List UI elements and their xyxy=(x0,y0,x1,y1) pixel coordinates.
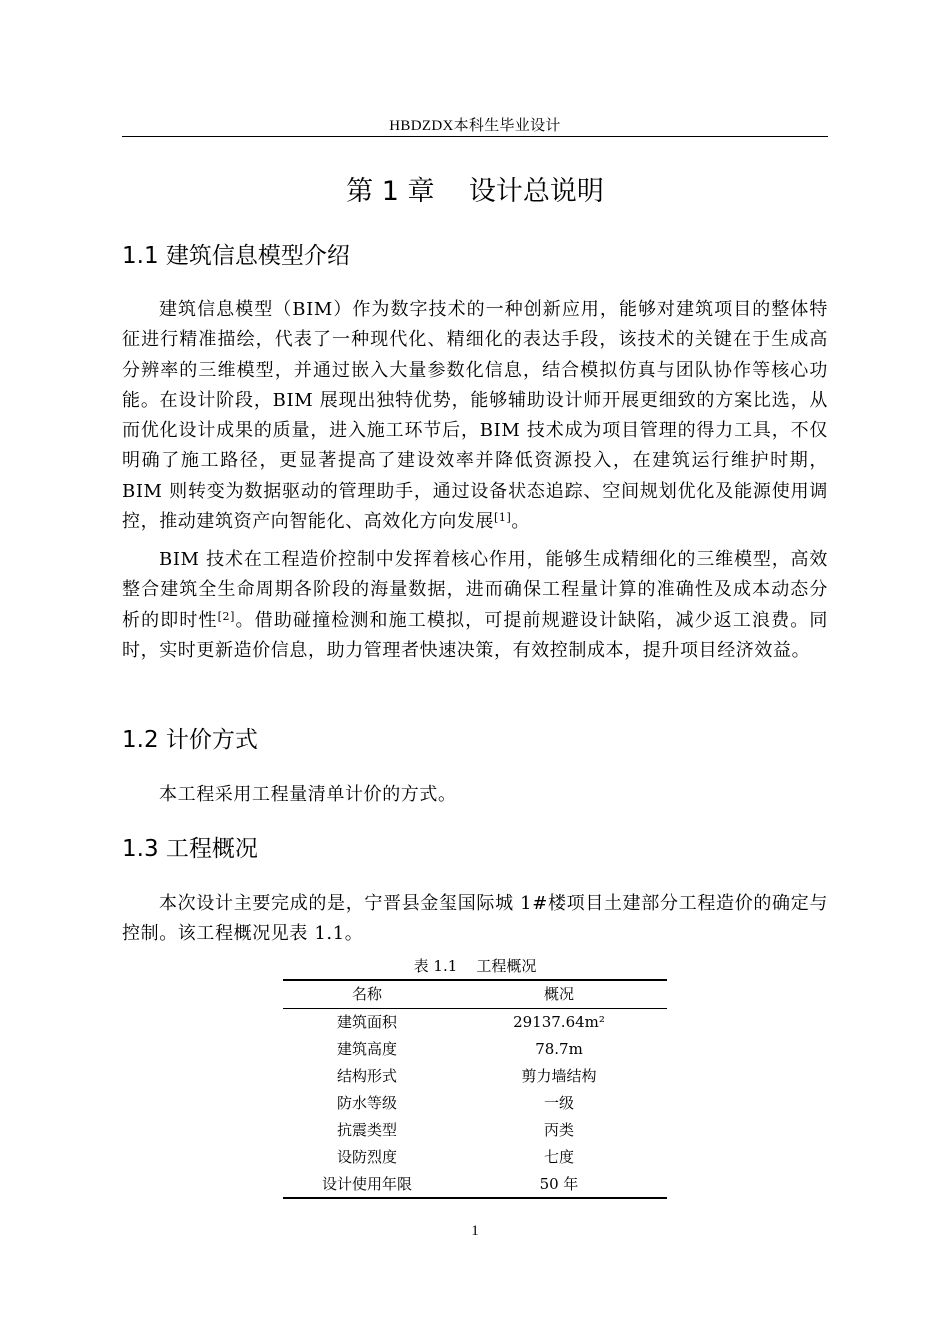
table-header-overview: 概况 xyxy=(543,985,574,1004)
citation-2: [2] xyxy=(217,609,236,623)
table-cell-value: 29137.64m² xyxy=(513,1013,605,1032)
table-cell-value: 78.7m xyxy=(535,1040,583,1059)
section-heading-1-3: 1.3 工程概况 xyxy=(122,836,258,862)
table-caption: 表 1.1 工程概况 xyxy=(413,957,537,975)
table-row xyxy=(283,1008,667,1035)
table-cell-value: 七度 xyxy=(543,1147,574,1166)
paragraph-bim-intro: 建筑信息模型（BIM）作为数字技术的一种创新应用，能够对建筑项目的整体特征进行精准描绘，代表了一种现代化、精细化的表达手段，该技术的关键在于生成高分辨率的三维模型，并通过嵌入大量参数化信息，结合模拟仿真与团队协作等核心功能。在设计阶段，BIM 展现出独特优势，能够辅助设计师开展更细致的方案比选，从而优化设计成果的质量，进入施工环节后，BIM 技术成为项目管理的得力工具，不仅明确了施工路径，更显著提高了建设效率并降低资源投入，在建筑运行维护时期，BIM 则转变为数据驱动的管理助手，通过设备状态追踪、空间规划优化及能源使用调控，推动建筑资产向智能化、高效化方向发展[1]。 xyxy=(122,299,828,533)
table-cell-label: 建筑面积 xyxy=(336,1013,397,1032)
table-header-row xyxy=(283,980,667,1008)
table-cell-value: 剪力墙结构 xyxy=(521,1067,597,1086)
table-cell-label: 设计使用年限 xyxy=(321,1174,412,1193)
table-cell-label: 结构形式 xyxy=(336,1067,397,1086)
section-heading-1-1: 1.1 建筑信息模型介绍 xyxy=(122,243,350,269)
paragraph-bim-cost: BIM 技术在工程造价控制中发挥着核心作用，能够生成精细化的三维模型，高效整合建筑全生命周期各阶段的海量数据，进而确保工程量计算的准确性及成本动态分析的即时性[2]。借助碰撞检测和施工模拟，可提前规避设计缺陷，减少返工浪费。同时，实时更新造价信息，助力管理者快速决策，有效控制成本，提升项目经济效益。 xyxy=(122,549,828,661)
table-row xyxy=(283,1170,667,1198)
table-cell-label: 抗震类型 xyxy=(336,1120,397,1139)
table-cell-value: 50 年 xyxy=(539,1174,579,1193)
paragraph-overview: 本次设计主要完成的是，宁晋县金玺国际城 1#楼项目土建部分工程造价的确定与控制。该工程概况见表 1.1。 xyxy=(122,893,828,945)
table-cell-value: 一级 xyxy=(543,1094,574,1112)
table-row xyxy=(283,1143,667,1170)
table-header-name: 名称 xyxy=(351,985,382,1004)
header-rule xyxy=(122,136,828,137)
table-row xyxy=(283,1063,667,1090)
paragraph-pricing: 本工程采用工程量清单计价的方式。 xyxy=(159,784,457,805)
overview-table xyxy=(283,979,667,1199)
table-cell-label: 设防烈度 xyxy=(336,1147,397,1166)
table-cell-label: 建筑高度 xyxy=(336,1040,397,1059)
table-row xyxy=(283,1116,667,1143)
running-header: HBDZDX本科生毕业设计 xyxy=(389,118,561,134)
table-row xyxy=(283,1036,667,1063)
table-row xyxy=(283,1090,667,1117)
table-cell-label: 防水等级 xyxy=(336,1094,397,1112)
section-heading-1-2: 1.2 计价方式 xyxy=(122,727,258,753)
chapter-title: 第 1 章 设计总说明 xyxy=(346,176,604,207)
table-cell-value: 丙类 xyxy=(543,1120,574,1139)
page-number: 1 xyxy=(471,1223,479,1239)
citation-1: [1] xyxy=(494,511,512,525)
